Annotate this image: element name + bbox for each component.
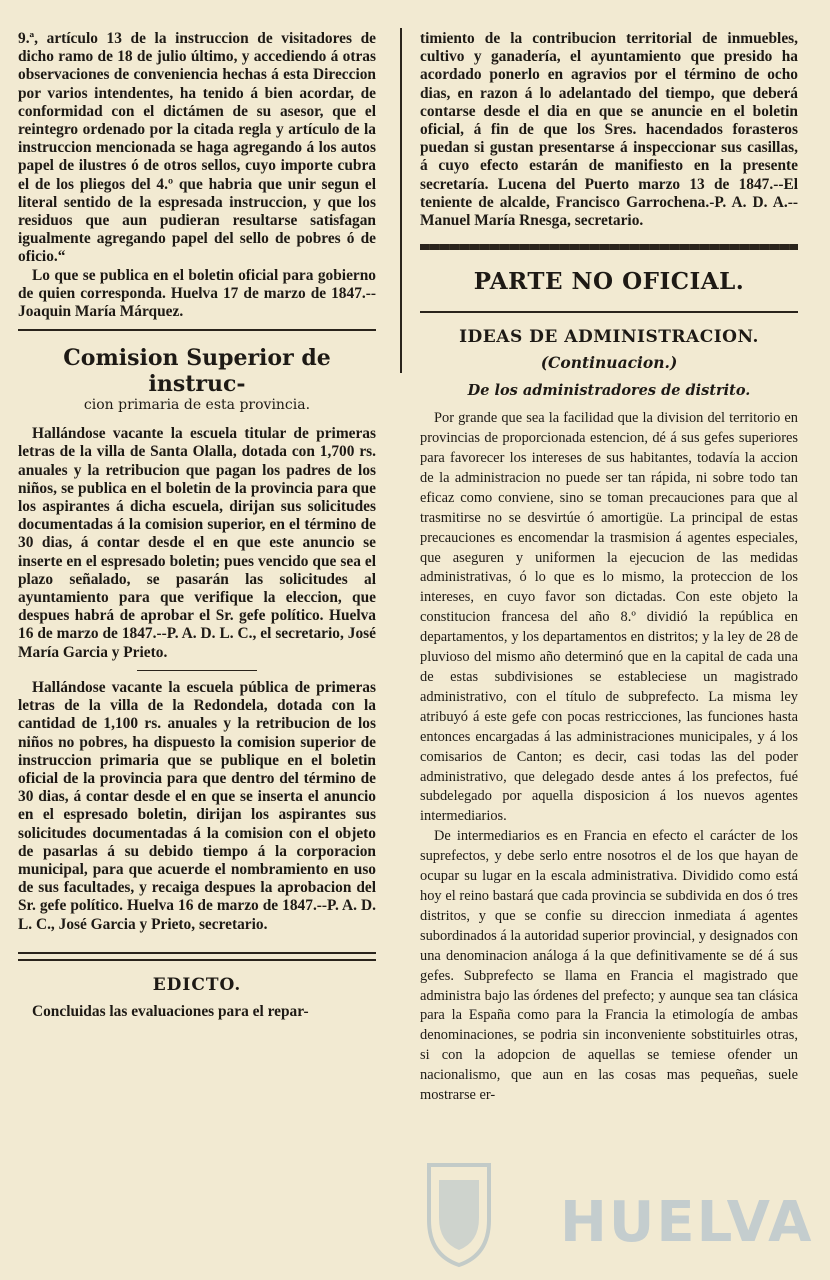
ideas-paragraph-1: Por grande que sea la facilidad que la division del territorio en provincias de proporcionada estencion, dé á sus gefes superiores para favorecer los intereses de sus habitantes, todavía la accion de la administracion no puede ser tan rápida, ni sobre todo tan eficaz como conviene, sino se toman precauciones para que al trasmitirse no se desvirtúe ó amortigüe. La principal de estas precauciones es encomendar la trasmision á agentes especiales, que aseguren y uniformen la ejecucion de las medidas administrativas, ó lo que es lo mismo, la proteccion de los intereses, en cuyo favor son dictadas. Con este objeto la constitucion francesa del año 8.º dividió la república en departamentos, y los departamentos en distritos; y la ley de 28 de pluvioso del mismo año determinó que en la capital de cada una de estas subdivisiones se estableciese un magistrado administrativo, con el título de subprefecto. La misma ley atribuyó á este gefe con pocas restricciones, las funciones hasta entonces encargadas á las administraciones municipales, y á los comisarios de Canton; es decir, casi todas las del poder administrativo, que delegado desde antes á los prefectos, fué subdelegado por aquella disposicion á los nuevos agentes intermediarios. [420, 410, 798, 825]
santa-olalla-notice: Hallándose vacante la escuela titular de primeras letras de la villa de Santa Olalla, dotada con 1,700 rs. anuales y la retribucion que pagan los padres de los niños, se publica en el boletin de la provincia para que los aspirantes á dicha escuela, dirijan sus solicitudes documentadas á la comision superior, en el término de 30 dias, á contar desde el en que este anuncio se inserte en el espresado boletin; pues vencido que sea el plazo señalado, se pasarán las solicitudes al ayuntamiento para que verifique la eleccion, que despues habrá de aprobar el Sr. gefe político. Huelva 16 de marzo de 1847.--P. A. D. L. C., el secretario, José María Garcia y Prieto. [18, 425, 376, 661]
right-column [420, 30, 798, 1106]
continuacion-label: (Continuacion.) [540, 353, 678, 373]
edicto-start: Concluidas las evaluaciones para el repar- [32, 1002, 309, 1020]
heading-divider [420, 311, 798, 313]
continuation-paragraph: timiento de la contribucion territorial de inmuebles, cultivo y ganadería, el ayuntamiento que presido ha acordado ponerlo en agravios por el término de ocho dias, en razon á lo adelantado del tiempo, que deberá contarse desde el dia en que se anuncie en el boletin oficial, á fin de que los Sres. hacendados forasteros puedan si gustan presentarse á inspeccionar sus casillas, á cuyo efecto estarán de manifiesto en la presente secretaría. Lucena del Puerto marzo 13 de 1847.--El teniente de alcalde, Francisco Garrochena.-P. A. D. A.--Manuel María Rnesga, secretario. [420, 30, 798, 230]
comision-subheading: cion primaria de esta provincia. [83, 397, 311, 414]
opening-paragraph: 9.ª, artículo 13 de la instruccion de visitadores de dicho ramo de 18 de julio último, y accediendo á otras observaciones de conveniencia hechas á esta Direccion por varios intendentes, ha tenido á bien acordar, de conformidad con el dictámen de su asesor, que el reintegro ordenado por la citada regla y artículo de la instruccion mencionada se haga agregando á los autos papel de ilustres ó de otros sellos, cuyo importe cubra el de los pliegos del 4.º que habria que unir segun el literal sentido de la espresada instruccion, y que los residuos que aun pudieran resultarse satisfagan igualmente agregando papel del sello de pobres ó de oficio.“ [18, 30, 376, 266]
publication-paragraph: Lo que se publica en el boletin oficial para gobierno de quien corresponda. Huelva 17 de marzo de 1847.--Joaquin María Márquez. [18, 266, 376, 321]
watermark: HUELVA [560, 1190, 814, 1255]
library-shield-icon [424, 1160, 494, 1270]
ideas-heading: IDEAS DE ADMINISTRACION. [459, 327, 759, 348]
ideas-paragraph-2: De intermediarios es en Francia en efecto el carácter de los suprefectos, y debe serlo entre nosotros el de los que hayan de ocupar su lugar en la escala administrativa. Dividido como está hoy el reino bastará que cada provincia se subdivida en dos ó tres distritos, y que se confie su direccion inmediata á agentes subordinados á la autoridad superior provincial, y designados con una denominacion análoga á la que definitivamente se dé á sus gefes. Subprefecto se llama en Francia el magistrado que administra bajo las órdenes del prefecto; y aunque sea tan clásica para la España como para la Francia la etimología de ambas denominaciones, se podria sin inconveniente sobstituirles otras, si con la adopcion de aquellas se temiese ofender un nacionalismo, que aun en las cosas mas pequeñas, suele mostrarse er- [420, 828, 798, 1104]
section-divider-double [18, 952, 376, 961]
edicto-heading: EDICTO. [152, 974, 242, 995]
section-divider-thick [420, 244, 798, 250]
column-rule [400, 28, 402, 373]
redondela-notice: Hallándose vacante la escuela pública de primeras letras de la villa de la Redondela, dotada con la cantidad de 1,100 rs. anuales y la retribucion de los niños no pobres, ha dispuesto la comision superior de instruccion primaria que se publique en el boletin oficial de la provincia para que dentro del término de 30 dias, á contar desde el en que se inserta el anuncio en el espresado boletin, dirijan los aspirantes sus solicitudes documentadas á la comision con el objeto de pasarlas á su debido tiempo á la corporacion municipal, para que acuerde el nombramiento en uso de sus facultades, y recaiga despues la aprobacion del Sr. gefe político. Huelva 16 de marzo de 1847.--P. A. D. L. C., José Garcia y Prieto, secretario. [18, 678, 376, 933]
comision-heading: Comision Superior de instruc- [63, 345, 331, 398]
left-column [18, 30, 376, 1021]
parte-no-oficial-heading: PARTE NO OFICIAL. [473, 268, 745, 296]
administradores-heading: De los administradores de distrito. [467, 382, 751, 400]
